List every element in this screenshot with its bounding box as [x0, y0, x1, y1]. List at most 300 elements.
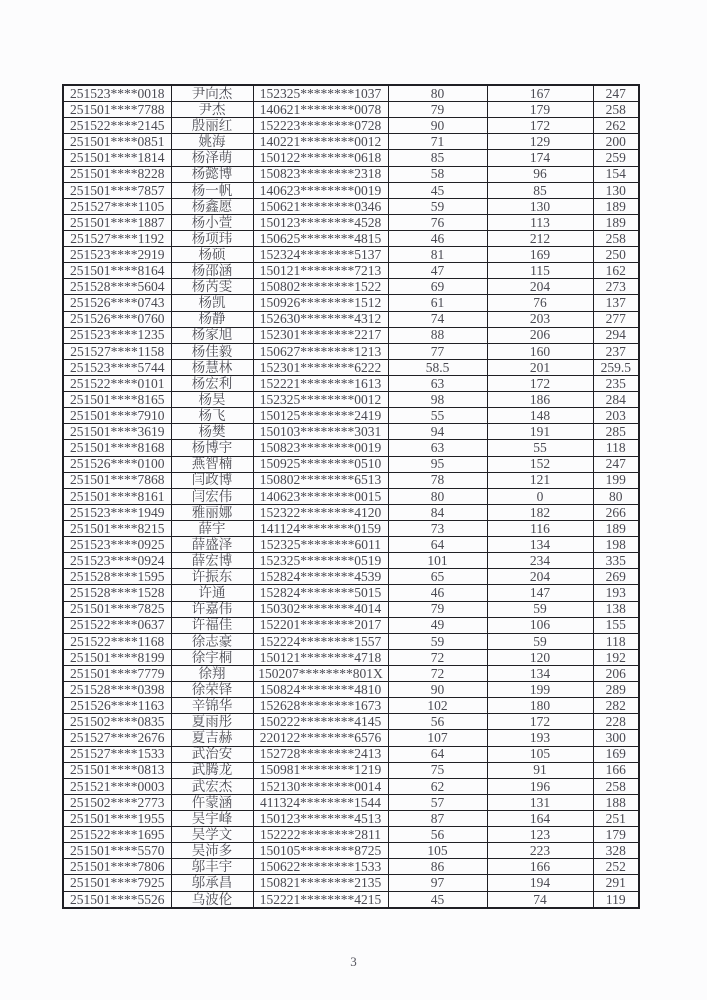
reg-number-cell: 251528****0398 — [63, 682, 171, 698]
total-score-cell: 155 — [593, 617, 639, 633]
score2-cell: 129 — [487, 134, 593, 150]
table-row — [63, 859, 639, 875]
table-row — [63, 440, 639, 456]
score2-cell: 182 — [487, 504, 593, 520]
table-row — [63, 891, 639, 908]
total-score-cell: 138 — [593, 601, 639, 617]
reg-number-cell: 251501****8161 — [63, 488, 171, 504]
total-score-cell: 291 — [593, 875, 639, 891]
id-number-cell: 152824********4539 — [253, 569, 388, 585]
total-score-cell: 179 — [593, 827, 639, 843]
reg-number-cell: 251501****8168 — [63, 440, 171, 456]
name-cell: 杨家旭 — [171, 327, 253, 343]
name-cell: 邬承昌 — [171, 875, 253, 891]
score1-cell: 56 — [388, 827, 487, 843]
total-score-cell: 328 — [593, 843, 639, 859]
table-row — [63, 85, 639, 102]
table-row — [63, 553, 639, 569]
score2-cell: 160 — [487, 343, 593, 359]
score1-cell: 45 — [388, 891, 487, 908]
table-row — [63, 488, 639, 504]
name-cell: 杨宏利 — [171, 376, 253, 392]
id-number-cell: 150123********4513 — [253, 810, 388, 826]
score2-cell: 172 — [487, 118, 593, 134]
name-cell: 武腾龙 — [171, 762, 253, 778]
reg-number-cell: 251501****1814 — [63, 150, 171, 166]
name-cell: 闫宏伟 — [171, 488, 253, 504]
name-cell: 殷丽红 — [171, 118, 253, 134]
total-score-cell: 258 — [593, 778, 639, 794]
total-score-cell: 169 — [593, 746, 639, 762]
reg-number-cell: 251501****8215 — [63, 521, 171, 537]
id-number-cell: 140623********0015 — [253, 488, 388, 504]
reg-number-cell: 251501****0813 — [63, 762, 171, 778]
id-number-cell: 152325********6011 — [253, 537, 388, 553]
total-score-cell: 251 — [593, 810, 639, 826]
id-number-cell: 150925********0510 — [253, 456, 388, 472]
name-cell: 薛宏博 — [171, 553, 253, 569]
name-cell: 杨静 — [171, 311, 253, 327]
score1-cell: 63 — [388, 376, 487, 392]
score2-cell: 134 — [487, 537, 593, 553]
table-row — [63, 875, 639, 891]
score2-cell: 234 — [487, 553, 593, 569]
reg-number-cell: 251501****7925 — [63, 875, 171, 891]
reg-number-cell: 251501****7806 — [63, 859, 171, 875]
id-number-cell: 150125********2419 — [253, 408, 388, 424]
score1-cell: 49 — [388, 617, 487, 633]
id-number-cell: 140621********0078 — [253, 102, 388, 118]
name-cell: 邬丰宇 — [171, 859, 253, 875]
score2-cell: 106 — [487, 617, 593, 633]
id-number-cell: 150821********2135 — [253, 875, 388, 891]
reg-number-cell: 251501****7779 — [63, 665, 171, 681]
score1-cell: 81 — [388, 247, 487, 263]
id-number-cell: 140623********0019 — [253, 182, 388, 198]
score1-cell: 87 — [388, 810, 487, 826]
id-number-cell: 150824********4810 — [253, 682, 388, 698]
score2-cell: 194 — [487, 875, 593, 891]
reg-number-cell: 251502****0835 — [63, 714, 171, 730]
score-table — [62, 84, 640, 909]
total-score-cell: 189 — [593, 521, 639, 537]
table-row — [63, 827, 639, 843]
score1-cell: 45 — [388, 182, 487, 198]
score1-cell: 59 — [388, 198, 487, 214]
score1-cell: 94 — [388, 424, 487, 440]
reg-number-cell: 251528****1528 — [63, 585, 171, 601]
score2-cell: 147 — [487, 585, 593, 601]
id-number-cell: 150622********1533 — [253, 859, 388, 875]
name-cell: 徐志豪 — [171, 633, 253, 649]
score2-cell: 113 — [487, 214, 593, 230]
total-score-cell: 247 — [593, 456, 639, 472]
score2-cell: 193 — [487, 730, 593, 746]
table-row — [63, 762, 639, 778]
total-score-cell: 237 — [593, 343, 639, 359]
score2-cell: 116 — [487, 521, 593, 537]
score1-cell: 63 — [388, 440, 487, 456]
name-cell: 武治安 — [171, 746, 253, 762]
table-row — [63, 698, 639, 714]
name-cell: 杨飞 — [171, 408, 253, 424]
id-number-cell: 152223********0728 — [253, 118, 388, 134]
total-score-cell: 154 — [593, 166, 639, 182]
score2-cell: 59 — [487, 601, 593, 617]
table-row — [63, 392, 639, 408]
score1-cell: 55 — [388, 408, 487, 424]
score1-cell: 74 — [388, 311, 487, 327]
table-row — [63, 408, 639, 424]
reg-number-cell: 251501****8228 — [63, 166, 171, 182]
total-score-cell: 228 — [593, 714, 639, 730]
table-row — [63, 810, 639, 826]
total-score-cell: 162 — [593, 263, 639, 279]
score1-cell: 80 — [388, 85, 487, 102]
reg-number-cell: 251526****1163 — [63, 698, 171, 714]
total-score-cell: 277 — [593, 311, 639, 327]
score2-cell: 115 — [487, 263, 593, 279]
total-score-cell: 192 — [593, 649, 639, 665]
id-number-cell: 152325********0519 — [253, 553, 388, 569]
id-number-cell: 150621********0346 — [253, 198, 388, 214]
id-number-cell: 150105********8725 — [253, 843, 388, 859]
total-score-cell: 269 — [593, 569, 639, 585]
score2-cell: 105 — [487, 746, 593, 762]
id-number-cell: 152325********1037 — [253, 85, 388, 102]
reg-number-cell: 251523****5744 — [63, 359, 171, 375]
table-row — [63, 295, 639, 311]
score2-cell: 123 — [487, 827, 593, 843]
id-number-cell: 220122********6576 — [253, 730, 388, 746]
table-row — [63, 601, 639, 617]
total-score-cell: 273 — [593, 279, 639, 295]
total-score-cell: 258 — [593, 102, 639, 118]
reg-number-cell: 251522****0637 — [63, 617, 171, 633]
name-cell: 雅丽娜 — [171, 504, 253, 520]
reg-number-cell: 251501****8165 — [63, 392, 171, 408]
table-row — [63, 617, 639, 633]
score2-cell: 199 — [487, 682, 593, 698]
score2-cell: 196 — [487, 778, 593, 794]
id-number-cell: 150122********0618 — [253, 150, 388, 166]
id-number-cell: 150123********4528 — [253, 214, 388, 230]
reg-number-cell: 251501****8164 — [63, 263, 171, 279]
reg-number-cell: 251528****5604 — [63, 279, 171, 295]
total-score-cell: 189 — [593, 198, 639, 214]
reg-number-cell: 251523****0018 — [63, 85, 171, 102]
reg-number-cell: 251501****1955 — [63, 810, 171, 826]
id-number-cell: 152630********4312 — [253, 311, 388, 327]
table-row — [63, 214, 639, 230]
id-number-cell: 152824********5015 — [253, 585, 388, 601]
table-row — [63, 794, 639, 810]
score2-cell: 172 — [487, 376, 593, 392]
id-number-cell: 150207********801X — [253, 665, 388, 681]
table-row — [63, 359, 639, 375]
name-cell: 杨项玮 — [171, 231, 253, 247]
id-number-cell: 150222********4145 — [253, 714, 388, 730]
score1-cell: 64 — [388, 746, 487, 762]
id-number-cell: 150802********6513 — [253, 472, 388, 488]
name-cell: 徐翔 — [171, 665, 253, 681]
name-cell: 吴学文 — [171, 827, 253, 843]
table-row — [63, 343, 639, 359]
table-row — [63, 424, 639, 440]
table-row — [63, 714, 639, 730]
score2-cell: 0 — [487, 488, 593, 504]
name-cell: 许福佳 — [171, 617, 253, 633]
total-score-cell: 285 — [593, 424, 639, 440]
total-score-cell: 188 — [593, 794, 639, 810]
score1-cell: 107 — [388, 730, 487, 746]
id-number-cell: 152221********1613 — [253, 376, 388, 392]
score2-cell: 223 — [487, 843, 593, 859]
score2-cell: 76 — [487, 295, 593, 311]
score1-cell: 65 — [388, 569, 487, 585]
name-cell: 杨一帆 — [171, 182, 253, 198]
score2-cell: 96 — [487, 166, 593, 182]
reg-number-cell: 251501****8199 — [63, 649, 171, 665]
id-number-cell: 150103********3031 — [253, 424, 388, 440]
total-score-cell: 235 — [593, 376, 639, 392]
id-number-cell: 152130********0014 — [253, 778, 388, 794]
name-cell: 杨佳毅 — [171, 343, 253, 359]
score2-cell: 206 — [487, 327, 593, 343]
id-number-cell: 150302********4014 — [253, 601, 388, 617]
total-score-cell: 289 — [593, 682, 639, 698]
score2-cell: 212 — [487, 231, 593, 247]
reg-number-cell: 251502****2773 — [63, 794, 171, 810]
name-cell: 杨硕 — [171, 247, 253, 263]
score1-cell: 102 — [388, 698, 487, 714]
table-row — [63, 843, 639, 859]
reg-number-cell: 251501****7868 — [63, 472, 171, 488]
score2-cell: 152 — [487, 456, 593, 472]
total-score-cell: 200 — [593, 134, 639, 150]
score1-cell: 78 — [388, 472, 487, 488]
total-score-cell: 118 — [593, 440, 639, 456]
reg-number-cell: 251501****7825 — [63, 601, 171, 617]
score2-cell: 59 — [487, 633, 593, 649]
score1-cell: 58 — [388, 166, 487, 182]
name-cell: 辛锦华 — [171, 698, 253, 714]
id-number-cell: 150926********1512 — [253, 295, 388, 311]
total-score-cell: 266 — [593, 504, 639, 520]
reg-number-cell: 251527****1533 — [63, 746, 171, 762]
name-cell: 许通 — [171, 585, 253, 601]
id-number-cell: 150823********0019 — [253, 440, 388, 456]
table-row — [63, 102, 639, 118]
score1-cell: 57 — [388, 794, 487, 810]
reg-number-cell: 251523****1235 — [63, 327, 171, 343]
name-cell: 杨樊 — [171, 424, 253, 440]
reg-number-cell: 251523****2919 — [63, 247, 171, 263]
total-score-cell: 137 — [593, 295, 639, 311]
table-row — [63, 633, 639, 649]
table-row — [63, 472, 639, 488]
table-row — [63, 376, 639, 392]
reg-number-cell: 251501****1887 — [63, 214, 171, 230]
table-row — [63, 247, 639, 263]
score2-cell: 120 — [487, 649, 593, 665]
table-row — [63, 569, 639, 585]
score1-cell: 71 — [388, 134, 487, 150]
id-number-cell: 152322********4120 — [253, 504, 388, 520]
total-score-cell: 193 — [593, 585, 639, 601]
score1-cell: 46 — [388, 585, 487, 601]
reg-number-cell: 251527****1158 — [63, 343, 171, 359]
score1-cell: 86 — [388, 859, 487, 875]
id-number-cell: 152222********2811 — [253, 827, 388, 843]
score2-cell: 55 — [487, 440, 593, 456]
total-score-cell: 262 — [593, 118, 639, 134]
reg-number-cell: 251526****0760 — [63, 311, 171, 327]
table-row — [63, 504, 639, 520]
reg-number-cell: 251527****2676 — [63, 730, 171, 746]
table-row — [63, 134, 639, 150]
total-score-cell: 247 — [593, 85, 639, 102]
total-score-cell: 199 — [593, 472, 639, 488]
score2-cell: 74 — [487, 891, 593, 908]
score2-cell: 164 — [487, 810, 593, 826]
score1-cell: 84 — [388, 504, 487, 520]
score2-cell: 131 — [487, 794, 593, 810]
score2-cell: 179 — [487, 102, 593, 118]
score2-cell: 167 — [487, 85, 593, 102]
score2-cell: 203 — [487, 311, 593, 327]
name-cell: 徐荣铎 — [171, 682, 253, 698]
score1-cell: 58.5 — [388, 359, 487, 375]
id-number-cell: 150121********7213 — [253, 263, 388, 279]
total-score-cell: 250 — [593, 247, 639, 263]
name-cell: 夏雨彤 — [171, 714, 253, 730]
score2-cell: 174 — [487, 150, 593, 166]
id-number-cell: 152325********0012 — [253, 392, 388, 408]
id-number-cell: 140221********0012 — [253, 134, 388, 150]
id-number-cell: 152628********1673 — [253, 698, 388, 714]
reg-number-cell: 251501****5526 — [63, 891, 171, 908]
score1-cell: 62 — [388, 778, 487, 794]
name-cell: 武宏杰 — [171, 778, 253, 794]
total-score-cell: 119 — [593, 891, 639, 908]
score2-cell: 191 — [487, 424, 593, 440]
score1-cell: 90 — [388, 118, 487, 134]
reg-number-cell: 251501****3619 — [63, 424, 171, 440]
table-row — [63, 182, 639, 198]
id-number-cell: 150625********4815 — [253, 231, 388, 247]
name-cell: 薛宇 — [171, 521, 253, 537]
reg-number-cell: 251527****1192 — [63, 231, 171, 247]
score1-cell: 105 — [388, 843, 487, 859]
id-number-cell: 150627********1213 — [253, 343, 388, 359]
score1-cell: 75 — [388, 762, 487, 778]
table-row — [63, 231, 639, 247]
id-number-cell: 150802********1522 — [253, 279, 388, 295]
total-score-cell: 118 — [593, 633, 639, 649]
score1-cell: 59 — [388, 633, 487, 649]
name-cell: 杨懿博 — [171, 166, 253, 182]
total-score-cell: 258 — [593, 231, 639, 247]
reg-number-cell: 251501****7857 — [63, 182, 171, 198]
id-number-cell: 150823********2318 — [253, 166, 388, 182]
reg-number-cell: 251526****0743 — [63, 295, 171, 311]
table-row — [63, 682, 639, 698]
table-row — [63, 198, 639, 214]
table-row — [63, 263, 639, 279]
total-score-cell: 198 — [593, 537, 639, 553]
reg-number-cell: 251501****7910 — [63, 408, 171, 424]
score2-cell: 121 — [487, 472, 593, 488]
total-score-cell: 300 — [593, 730, 639, 746]
name-cell: 吴沛多 — [171, 843, 253, 859]
name-cell: 许振东 — [171, 569, 253, 585]
total-score-cell: 189 — [593, 214, 639, 230]
reg-number-cell: 251523****0925 — [63, 537, 171, 553]
total-score-cell: 203 — [593, 408, 639, 424]
total-score-cell: 259.5 — [593, 359, 639, 375]
reg-number-cell: 251501****7788 — [63, 102, 171, 118]
reg-number-cell: 251522****1695 — [63, 827, 171, 843]
reg-number-cell: 251522****2145 — [63, 118, 171, 134]
total-score-cell: 259 — [593, 150, 639, 166]
table-row — [63, 456, 639, 472]
total-score-cell: 335 — [593, 553, 639, 569]
name-cell: 尹杰 — [171, 102, 253, 118]
page-number: 3 — [350, 954, 357, 969]
total-score-cell: 252 — [593, 859, 639, 875]
reg-number-cell: 251501****5570 — [63, 843, 171, 859]
table-row — [63, 150, 639, 166]
name-cell: 杨鑫愿 — [171, 198, 253, 214]
score1-cell: 80 — [388, 488, 487, 504]
score1-cell: 69 — [388, 279, 487, 295]
score1-cell: 56 — [388, 714, 487, 730]
reg-number-cell: 251526****0100 — [63, 456, 171, 472]
score1-cell: 97 — [388, 875, 487, 891]
reg-number-cell: 251501****0851 — [63, 134, 171, 150]
score2-cell: 91 — [487, 762, 593, 778]
reg-number-cell: 251527****1105 — [63, 198, 171, 214]
score2-cell: 204 — [487, 279, 593, 295]
id-number-cell: 152728********2413 — [253, 746, 388, 762]
score2-cell: 134 — [487, 665, 593, 681]
score2-cell: 130 — [487, 198, 593, 214]
score2-cell: 201 — [487, 359, 593, 375]
total-score-cell: 166 — [593, 762, 639, 778]
score2-cell: 186 — [487, 392, 593, 408]
total-score-cell: 294 — [593, 327, 639, 343]
id-number-cell: 411324********1544 — [253, 794, 388, 810]
name-cell: 徐宇桐 — [171, 649, 253, 665]
id-number-cell: 152224********1557 — [253, 633, 388, 649]
name-cell: 杨昊 — [171, 392, 253, 408]
score2-cell: 204 — [487, 569, 593, 585]
reg-number-cell: 251523****1949 — [63, 504, 171, 520]
name-cell: 乌波伦 — [171, 891, 253, 908]
name-cell: 杨凯 — [171, 295, 253, 311]
table-row — [63, 327, 639, 343]
reg-number-cell: 251523****0924 — [63, 553, 171, 569]
id-number-cell: 150121********4718 — [253, 649, 388, 665]
score1-cell: 79 — [388, 601, 487, 617]
name-cell: 姚海 — [171, 134, 253, 150]
name-cell: 吴宇峰 — [171, 810, 253, 826]
total-score-cell: 282 — [593, 698, 639, 714]
id-number-cell: 152324********5137 — [253, 247, 388, 263]
id-number-cell: 152201********2017 — [253, 617, 388, 633]
name-cell: 杨博宇 — [171, 440, 253, 456]
